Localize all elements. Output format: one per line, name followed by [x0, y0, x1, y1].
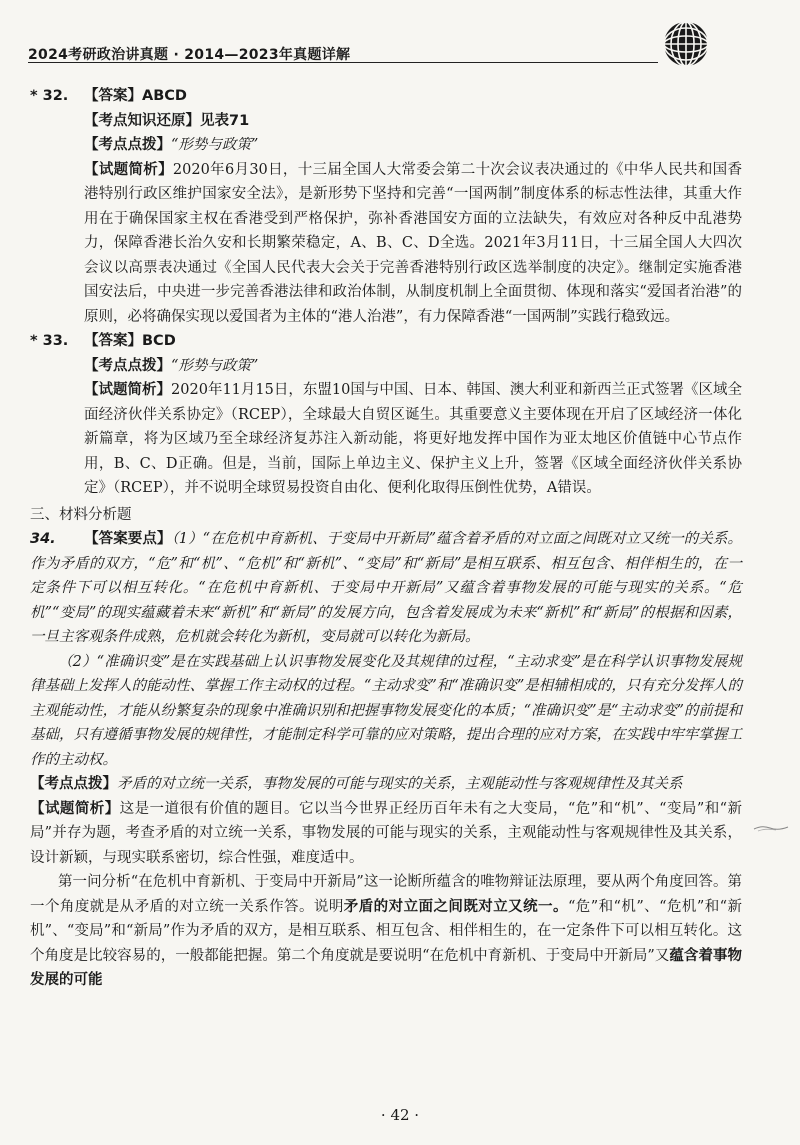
q33-point-row — [30, 354, 742, 379]
margin-pencil-mark-icon — [752, 822, 790, 834]
q34-number: 34. — [30, 531, 56, 547]
q32-knowledge-label: 【考点知识还原】 — [84, 112, 200, 129]
q33-analysis-text: 2020年11月15日，东盟10国与中国、日本、韩国、澳大利亚和新西兰正式签署《区域全面经济伙伴关系协定》（RCEP），全球最大自贸区诞生。其重要意义主要体现在开启了区域经济一体化新篇章，将为区域乃至全球经济复苏注入新动能，将更好地发挥中国作为亚太地区价值链中心节点作用，B、C、D正确。但是，当前，国际上单边主义、保护主义上升，签署《区域全面经济伙伴关系协定》（RCEP），并不说明全球贸易投资自由化、便利化取得压倒性优势，A错误。 — [84, 382, 742, 496]
q34-para-a-text: 第一问分析“在危机中育新机、于变局中开新局”这一论断所蕴含的唯物辩证法原理，要从两个角度回答。第一个角度就是从矛盾的对立统一关系作答。说明 — [30, 874, 742, 915]
header-rule — [28, 62, 658, 63]
q32-answer-row — [30, 84, 742, 109]
q34-analysis-label: 【试题简析】 — [30, 800, 120, 817]
q34-analysis-text: 这是一道很有价值的题目。它以当今世界正经历百年未有之大变局，“危”和“机”、“变局”和“新局”并存为题，考查矛盾的对立统一关系，事物发展的可能与现实的关系，主观能动性与客观规律性及其关系，设计新颖，与现实联系密切，综合性强，难度适中。 — [30, 800, 742, 866]
q34-point-text: 矛盾的对立统一关系，事物发展的可能与现实的关系，主观能动性与客观规律性及其关系 — [117, 776, 683, 792]
q33-point: “形势与政策” — [171, 357, 259, 374]
page-content — [30, 84, 742, 993]
q34-part1 — [30, 527, 742, 650]
q34-analysis — [30, 797, 742, 871]
q32-point-row — [30, 133, 742, 158]
q32-answer-label: 【答案】 — [84, 88, 142, 104]
q32-analysis — [30, 158, 742, 330]
q33-number: * 33. — [30, 333, 69, 349]
q32-answer: ABCD — [142, 88, 187, 104]
q32-point: “形势与政策” — [171, 137, 259, 153]
q32-number: * 32. — [30, 88, 69, 104]
q32-knowledge-row — [30, 109, 742, 134]
q33-point-label: 【考点点拨】 — [84, 357, 171, 374]
q34-para-a-bold: 矛盾的对立面之间既对立又统一。 — [343, 897, 568, 915]
page-number: · 42 · — [380, 1106, 420, 1124]
q32-analysis-text: 2020年6月30日，十三届全国人大常委会第二十次会议表决通过的《中华人民共和国香港特别行政区维护国家安全法》，是新形势下坚持和完善“一国两制”制度体系的标志性法律，其重大作用在于确保国家主权在香港受到严格保护，弥补香港国安方面的立法缺失，有效应对各种反中乱港势力，保障香港长治久安和长期繁荣稳定，A、B、C、D全选。2021年3月11日，十三届全国人大四次会议以高票表决通过《全国人民代表大会关于完善香港特别行政区选举制度的决定》。继制定实施香港国安法后，中央进一步完善香港法律和政治体制，从制度机制上全面贯彻、体现和落实“爱国者治港”的原则，必将确保实现以爱国者为主体的“港人治港”，有力保障香港“一国两制”实践行稳致远。 — [84, 161, 743, 325]
q32-point-label: 【考点点拨】 — [84, 137, 171, 153]
q33-answer: BCD — [142, 333, 176, 349]
q33-analysis-label: 【试题简析】 — [84, 382, 172, 398]
q33-answer-row — [30, 329, 742, 354]
q34-key-label: 【答案要点】 — [84, 531, 172, 547]
section-title: 三、材料分析题 — [30, 506, 132, 523]
q34-paragraph-a — [30, 870, 742, 993]
running-header: 2024考研政治讲真题 · 2014—2023年真题详解 — [28, 47, 351, 63]
q32-knowledge: 见表71 — [200, 112, 250, 129]
q32-analysis-label: 【试题简析】 — [84, 161, 173, 178]
q34-point-label: 【考点点拨】 — [30, 776, 117, 792]
q34-part2: （2）“准确识变”是在实践基础上认识事物发展变化及其规律的过程，“主动求变”是在科学认识事物发展规律基础上发挥人的能动性、掌握工作主动权的过程。“主动求变”和“准确识变”是相辅相成的，只有充分发挥人的主观能动性，才能从纷繁复杂的现象中准确识别和把握事物发展变化的本质；“准确识变”是“主动求变”的前提和基础，只有遵循事物发展的规律性，才能制定科学可靠的应对策略，提出合理的应对方案，在实践中牢牢掌握工作的主动权。 — [30, 653, 742, 768]
q33-analysis — [30, 378, 742, 501]
q34-part1-text: （1）“在危机中育新机、于变局中开新局”蕴含着矛盾的对立面之间既对立又统一的关系。作为矛盾的双方，“危”和“机”、“危机”和“新机”、“变局”和“新局”是相互联系、相互包含、相伴相生的，在一定条件下可以相互转化。“在危机中育新机、于变局中开新局”又蕴含着事物发展的可能与现实的关系。“危机”“变局”的现实蕴藏着未来“新机”和“新局”的发展方向，包含着发展成为未来“新机”和“新局”的根据和因素，一旦主客观条件成熟，危机就会转化为新机，变局就可以转化为新局。 — [30, 531, 742, 645]
q34-point — [30, 772, 742, 797]
q34-para-b-bold: 蕴含着事物发展的可能 — [30, 946, 743, 988]
q33-answer-label: 【答案】 — [84, 333, 142, 349]
globe-logo-icon — [660, 18, 712, 70]
q34-para-b-text: “危”和“机”、“危机”和“新机”、“变局”和“新局”作为矛盾的双方，是相互联系、相互包含、相伴相生的，在一定条件下可以相互转化。这个角度是比较容易的，一般都能把握。第二个角度就是要说明“在危机中育新机、于变局中开新局”又 — [30, 898, 743, 964]
